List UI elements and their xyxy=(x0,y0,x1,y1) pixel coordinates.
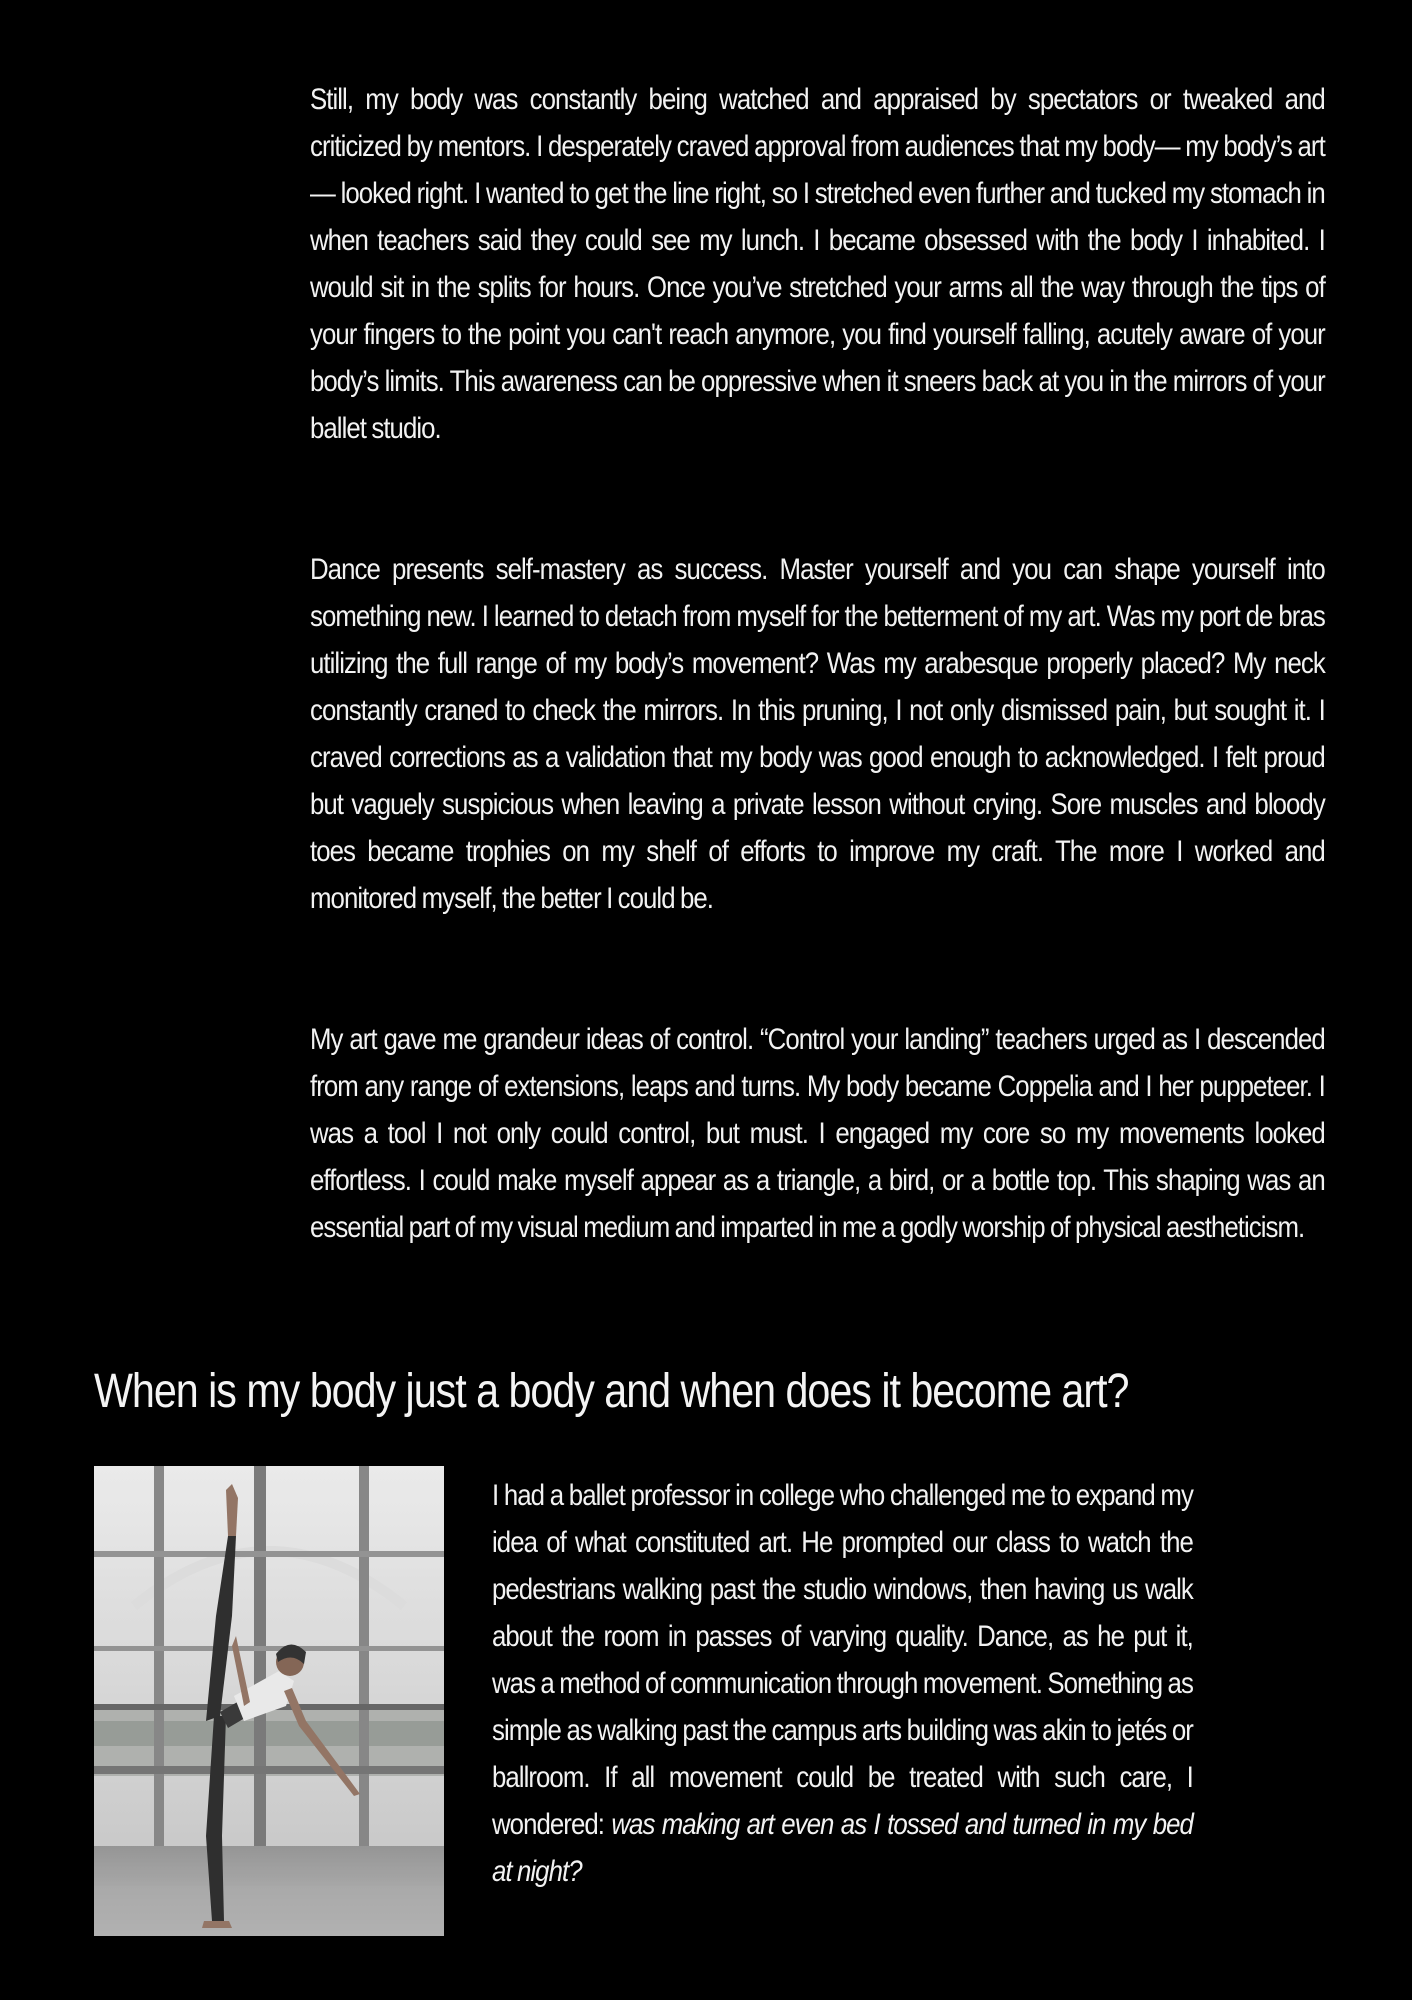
section-heading: When is my body just a body and when does it become art? xyxy=(94,1365,1129,1418)
paragraph-self-mastery: Dance presents self-mastery as success. Master yourself and you can shape yourself into something new. I learned to detach from myself for the betterment of my art. Was my port de bras utilizing the full range of my body’s movement? Was my arabesque properly placed? My neck constantly craned to check the mirrors. In this pruning, I not only dismissed pain, but sought it. I craved corrections as a validation that my body was good enough to acknowledged. I felt proud but vaguely suspicious when leaving a private lesson without crying. Sore muscles and bloody toes became trophies on my shelf of efforts to improve my craft. The more I worked and monitored myself, the better I could be. xyxy=(310,553,1325,915)
paragraph-body-watched: Still, my body was constantly being watched and appraised by spectators or tweaked and criticized by mentors. I desperately craved approval from audiences that my body— my body’s art— looked right. I wanted to get the line right, so I stretched even further and tucked my stomach in when teachers said they could see my lunch. I became obsessed with the body I inhabited. I would sit in the splits for hours. Once you’ve stretched your arms all the way through the tips of your fingers to the point you can't reach anymore, you find yourself falling, acutely aware of your body’s limits. This awareness can be oppressive when it sneers back at you in the mirrors of your ballet studio. xyxy=(310,83,1325,445)
paragraph-text: I had a ballet professor in college who challenged me to expand my idea of what constituted art. He prompted our class to watch the pedestrians walking past the studio windows, then having us walk about the room in passes of varying quality. Dance, as he put it, was a method of communication through movement. Something as simple as walking past the campus arts building was akin to jetés or ballroom. If all movement could be treated with such care, I wondered: xyxy=(492,1479,1193,1841)
dancer-photo xyxy=(94,1466,444,1936)
paragraph-ballet-professor xyxy=(492,1472,1193,1895)
paragraph-control: My art gave me grandeur ideas of control. “Control your landing” teachers urged as I descended from any range of extensions, leaps and turns. My body became Coppelia and I her puppeteer. I was a tool I not only could control, but must. I engaged my core so my movements looked effortless. I could make myself appear as a triangle, a bird, or a bottle top. This shaping was an essential part of my visual medium and imparted in me a godly worship of physical aestheticism. xyxy=(310,1023,1325,1244)
paragraph-italic-question: was making art even as I tossed and turned in my bed at night? xyxy=(492,1808,1193,1888)
